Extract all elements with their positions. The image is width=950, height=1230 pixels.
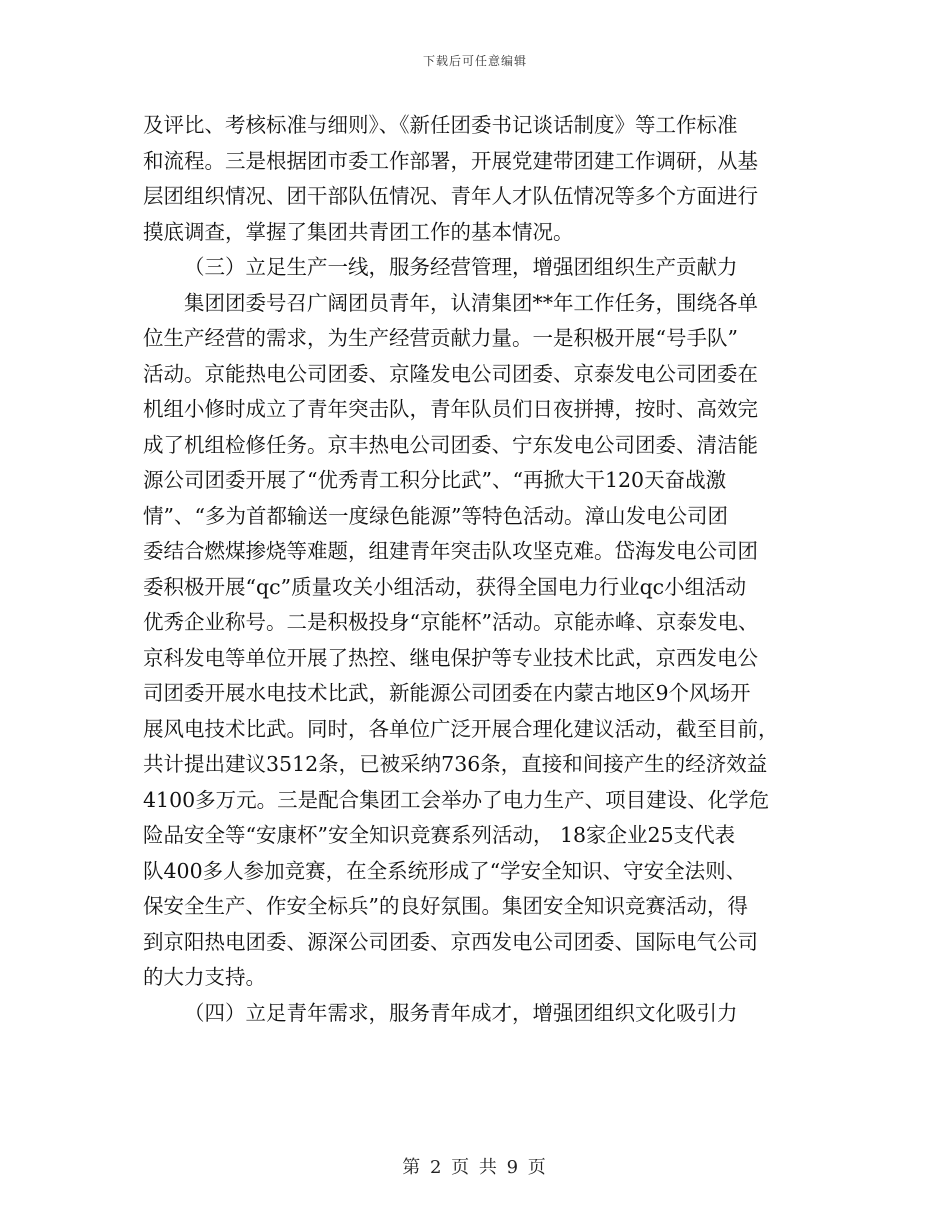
text-line: 优秀企业称号。二是积极投身“京能杯”活动。京能赤峰、京泰发电、 [143, 610, 759, 634]
section-heading: （三）立足生产一线，服务经营管理，增强团组织生产贡献力 [184, 255, 738, 279]
text-line: 队400多人参加竞赛，在全系统形成了“学安全知识、守安全法则、 [143, 858, 747, 883]
page-header: 下载后可任意编辑 [422, 54, 527, 68]
text-line: 4100多万元。三是配合集团工会举办了电力生产、项目建设、化学危 [143, 787, 770, 812]
text-line: 的大力支持。 [143, 965, 266, 989]
text-line: 委结合燃煤掺烧等难题，组建青年突击队攻坚克难。岱海发电公司团 [143, 539, 758, 563]
text-line: 共计提出建议3512条，已被采纳736条，直接和间接产生的经济效益 [143, 752, 768, 776]
text-line: 京科发电等单位开展了热控、继电保护等专业技术比武，京西发电公 [143, 645, 758, 670]
body-text [143, 108, 807, 1031]
text-line: 层团组织情况、团干部队伍情况、青年人才队伍情况等多个方面进行 [143, 184, 758, 208]
text-line: 摸底调查，掌握了集团共青团工作的基本情况。 [143, 219, 574, 244]
text-line: 情”、“多为首都输送一度绿色能源”等特色活动。漳山发电公司团 [143, 503, 728, 528]
text-line: 源公司团委开展了“优秀青工积分比武”、“再掀大干120天奋战激 [143, 468, 727, 492]
text-line: 集团团委号召广阔团员青年，认清集团**年工作任务，围绕各单 [184, 290, 758, 315]
text-line: 展风电技术比武。同时，各单位广泛开展合理化建议活动，截至目前， [143, 716, 779, 741]
text-line: 和流程。三是根据团市委工作部署，开展党建带团建工作调研，从基 [143, 148, 758, 173]
text-line: 位生产经营的需求，为生产经营贡献力量。一是积极开展“号手队” [143, 326, 738, 350]
text-line: 委积极开展“qc”质量攻关小组活动，获得全国电力行业qc小组活动 [143, 574, 747, 599]
text-line: 机组小修时成立了青年突击队，青年队员们日夜拼搏，按时、高效完 [143, 397, 758, 421]
text-line: 及评比、考核标准与细则》、《新任团委书记谈话制度》等工作标准 [143, 113, 738, 137]
text-line: 成了机组检修任务。京丰热电公司团委、宁东发电公司团委、清洁能 [143, 432, 758, 457]
section-heading: （四）立足青年需求，服务青年成才，增强团组织文化吸引力 [184, 1000, 738, 1025]
text-line: 险品安全等“安康杯”安全知识竞赛系列活动， 18家企业25支代表 [143, 823, 736, 847]
text-line: 到京阳热电团委、源深公司团委、京西发电公司团委、国际电气公司 [143, 929, 758, 954]
text-line: 保安全生产、作安全标兵”的良好氛围。集团安全知识竞赛活动，得 [143, 894, 748, 918]
text-line: 活动。京能热电公司团委、京隆发电公司团委、京泰发电公司团委在 [143, 361, 758, 386]
page-footer: 第 2 页 共 9 页 [402, 1157, 548, 1178]
text-line: 司团委开展水电技术比武，新能源公司团委在内蒙古地区9个风场开 [143, 681, 751, 705]
